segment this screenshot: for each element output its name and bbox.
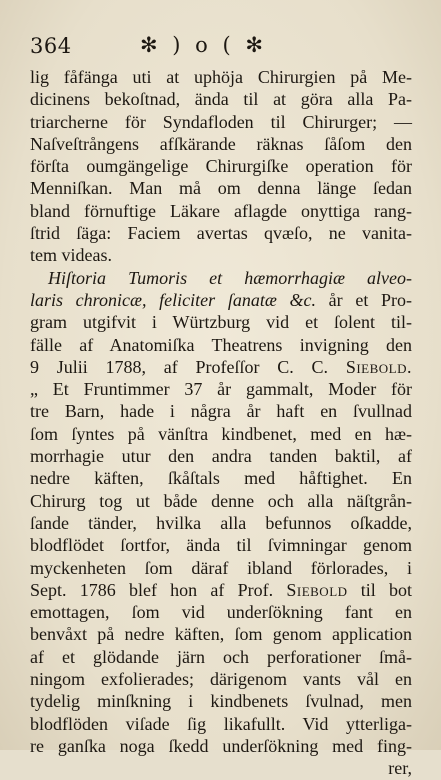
author-name: Siebold	[286, 579, 348, 600]
text-line: triarcherne för Syndafloden til Chirurger; —	[30, 111, 412, 132]
text-line: rer,	[388, 758, 412, 779]
text-line: förſta oumgängelige Chirurgiſke operation för	[30, 156, 412, 177]
text-line: blodflöden viſade ſig likafullt. Vid ytterliga-	[30, 713, 412, 734]
article-title-line: Hiſtoria Tumoris et hæmorrhagiæ alveo-	[48, 267, 412, 288]
text-line: emottagen, ſom vid underſökning fant en	[30, 602, 412, 623]
text-line: tem videas.	[30, 245, 112, 266]
author-name: Siebold.	[345, 356, 412, 377]
text-line: tre Barn, hade i några år haft en ſvullnad	[30, 401, 412, 422]
text-line: dicinens bekoſtnad, ända til at göra alla Pa-	[30, 89, 412, 110]
article-title-italic: laris chronicæ, feliciter ſanatæ &c.	[30, 289, 316, 310]
text-line: lig fåfänga uti at uphöja Chirurgien på Me-	[30, 67, 412, 87]
text-line: Naſveſtrångens afſkärande räknas ſåſom den	[30, 133, 412, 154]
text-line: Menniſkan. Man må om denna länge ſedan	[30, 178, 412, 199]
text-run: 9 Julii 1788, af Profeſſor C. C.	[30, 356, 346, 377]
text-line: bland förnuftige Läkare aflagde onyttiga rang-	[30, 200, 412, 221]
text-line: myckenheten ſom däraf ibland förlorades, i	[30, 557, 412, 578]
text-line: re ganſka noga ſkedd underſökning med fing-	[30, 735, 412, 756]
text-line: tydelig minſkning i kindbenets ſvulnad, men	[30, 691, 412, 712]
text-line: nedre käften, ſkåſtals med håftighet. En	[30, 468, 412, 489]
text-line: „ Et Fruntimmer 37 år gammalt, Moder för	[30, 379, 412, 400]
text-line: ſom ſyntes på vänſtra kindbenet, med en hæ-	[30, 423, 412, 444]
text-line: af et glödande järn och perforationer ſmå-	[30, 646, 412, 667]
text-run: til bot	[347, 579, 412, 600]
page-header	[30, 34, 421, 62]
running-head-ornament: ✻ ) o ( ✻	[140, 33, 267, 57]
body-text	[30, 66, 412, 780]
text-line: benvåxt på nedre käften, ſom genom application	[30, 624, 412, 645]
text-line	[30, 356, 412, 378]
text-line: ſtrid ſäga: Faciem avertas qvæſo, ne vanita-	[30, 223, 412, 244]
text-line: ſande tänder, hvilka alla befunnos oſkadde,	[30, 512, 412, 533]
text-line: ningom exfolierades; därigenom vants vål en	[30, 669, 412, 690]
article-title-roman: år et Pro-	[316, 289, 412, 310]
text-line: Chirurg tog ut både denne och alla näſtgrån-	[30, 490, 412, 511]
article-title-line	[30, 289, 412, 311]
text-line	[30, 579, 412, 601]
text-line: blodflödet ſortfor, ända til ſvimningar genom	[30, 535, 412, 556]
page-number: 364	[30, 34, 72, 58]
text-line: gram utgifvit i Würtzburg vid et ſolent til-	[30, 312, 412, 333]
text-line: fälle af Anatomiſka Theatrens invigning den	[30, 334, 412, 355]
text-run: Sept. 1786 blef hon af Prof.	[30, 579, 287, 600]
text-line: morrhagie utur den andra tanden baktil, af	[30, 446, 412, 467]
